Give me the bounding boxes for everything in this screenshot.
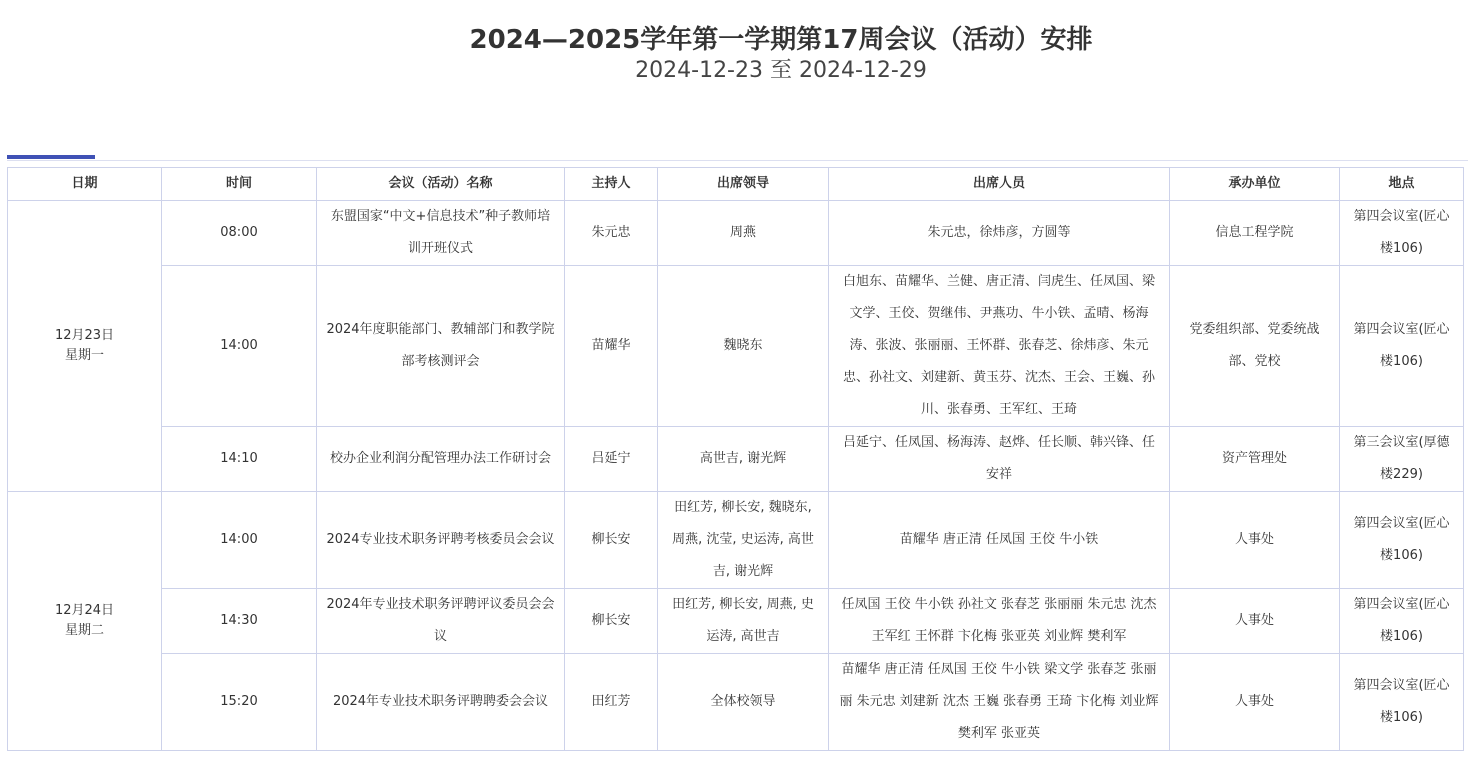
attendees-cell: 吕延宁、任凤国、杨海涛、赵烨、任长顺、韩兴锋、任安祥 — [829, 427, 1170, 492]
time-cell: 15:20 — [162, 654, 317, 751]
weekday-text: 星期二 — [64, 623, 104, 638]
schedule-table — [7, 167, 1464, 751]
table-row — [8, 492, 1464, 589]
header-time: 时间 — [162, 168, 317, 201]
table-row — [8, 266, 1464, 427]
host-cell: 苗耀华 — [565, 266, 658, 427]
location-cell: 第四会议室(匠心楼106) — [1340, 201, 1464, 266]
header-location: 地点 — [1340, 168, 1464, 201]
organizer-cell: 人事处 — [1170, 492, 1340, 589]
location-cell: 第四会议室(匠心楼106) — [1340, 654, 1464, 751]
page-title: 2024—2025学年第一学期第17周会议（活动）安排 — [469, 25, 1093, 55]
weekday-text: 星期一 — [64, 348, 104, 363]
meeting-name-cell: 2024年专业技术职务评聘聘委会会议 — [317, 654, 565, 751]
organizer-cell: 资产管理处 — [1170, 427, 1340, 492]
header-organizer: 承办单位 — [1170, 168, 1340, 201]
organizer-cell: 信息工程学院 — [1170, 201, 1340, 266]
meeting-name-cell: 2024专业技术职务评聘考核委员会会议 — [317, 492, 565, 589]
header-host: 主持人 — [565, 168, 658, 201]
date-cell — [8, 492, 162, 751]
meeting-name-cell: 东盟国家“中文+信息技术”种子教师培训开班仪式 — [317, 201, 565, 266]
date-range: 2024-12-23 至 2024-12-29 — [635, 58, 927, 83]
meeting-name-cell: 校办企业利润分配管理办法工作研讨会 — [317, 427, 565, 492]
table-row — [8, 589, 1464, 654]
host-cell: 柳长安 — [565, 589, 658, 654]
table-row — [8, 427, 1464, 492]
attendees-cell: 朱元忠，徐炜彦，方圆等 — [829, 201, 1170, 266]
leaders-cell: 魏晓东 — [658, 266, 829, 427]
date-text: 12月24日 — [54, 603, 115, 618]
table-row — [8, 201, 1464, 266]
location-cell: 第四会议室(匠心楼106) — [1340, 266, 1464, 427]
leaders-cell: 田红芳, 柳长安, 魏晓东, 周燕, 沈莹, 史运涛, 高世吉, 谢光辉 — [658, 492, 829, 589]
divider — [7, 160, 1468, 161]
header-leaders: 出席领导 — [658, 168, 829, 201]
organizer-cell: 人事处 — [1170, 589, 1340, 654]
host-cell: 吕延宁 — [565, 427, 658, 492]
table-row — [8, 654, 1464, 751]
time-cell: 14:00 — [162, 492, 317, 589]
host-cell: 田红芳 — [565, 654, 658, 751]
host-cell: 柳长安 — [565, 492, 658, 589]
leaders-cell: 田红芳, 柳长安, 周燕, 史运涛, 高世吉 — [658, 589, 829, 654]
meeting-name-cell: 2024年专业技术职务评聘评议委员会会议 — [317, 589, 565, 654]
leaders-cell: 高世吉, 谢光辉 — [658, 427, 829, 492]
organizer-cell: 人事处 — [1170, 654, 1340, 751]
host-cell: 朱元忠 — [565, 201, 658, 266]
attendees-cell: 苗耀华 唐正清 任凤国 王佼 牛小铁 — [829, 492, 1170, 589]
location-cell: 第四会议室(匠心楼106) — [1340, 492, 1464, 589]
header-name: 会议（活动）名称 — [317, 168, 565, 201]
date-cell — [8, 201, 162, 492]
meeting-name-cell: 2024年度职能部门、教辅部门和教学院部考核测评会 — [317, 266, 565, 427]
date-text: 12月23日 — [54, 328, 115, 343]
accent-bar — [7, 155, 95, 159]
organizer-cell: 党委组织部、党委统战部、党校 — [1170, 266, 1340, 427]
attendees-cell: 苗耀华 唐正清 任凤国 王佼 牛小铁 梁文学 张春芝 张丽丽 朱元忠 刘建新 沈杰 王巍 张春勇 王琦 卞化梅 刘业辉 樊利军 张亚英 — [829, 654, 1170, 751]
time-cell: 14:10 — [162, 427, 317, 492]
time-cell: 14:30 — [162, 589, 317, 654]
location-cell: 第四会议室(匠心楼106) — [1340, 589, 1464, 654]
attendees-cell: 白旭东、苗耀华、兰健、唐正清、闫虎生、任凤国、梁文学、王佼、贺继伟、尹燕功、牛小铁、孟晴、杨海涛、张波、张丽丽、王怀群、张春芝、徐炜彦、朱元忠、孙社文、刘建新、黄玉芬、沈杰、王会、王巍、孙川、张春勇、王军红、王琦 — [829, 266, 1170, 427]
time-cell: 08:00 — [162, 201, 317, 266]
attendees-cell: 任凤国 王佼 牛小铁 孙社文 张春芝 张丽丽 朱元忠 沈杰 王军红 王怀群 卞化梅 张亚英 刘业辉 樊利军 — [829, 589, 1170, 654]
time-cell: 14:00 — [162, 266, 317, 427]
table-header-row — [8, 168, 1464, 201]
leaders-cell: 全体校领导 — [658, 654, 829, 751]
leaders-cell: 周燕 — [658, 201, 829, 266]
header-attendees: 出席人员 — [829, 168, 1170, 201]
location-cell: 第三会议室(厚德楼229) — [1340, 427, 1464, 492]
header-date: 日期 — [8, 168, 162, 201]
